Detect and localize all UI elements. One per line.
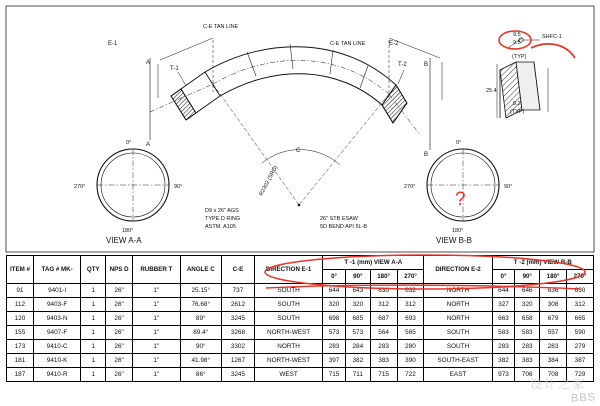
table-cell: 283 bbox=[370, 340, 397, 354]
table-cell: 181 bbox=[7, 354, 34, 368]
label-a-180deg: 180° bbox=[122, 228, 134, 234]
table-cell: 155 bbox=[7, 326, 34, 340]
table-cell: 26" bbox=[106, 284, 133, 298]
table-cell: 1 bbox=[81, 326, 106, 340]
label-note-left-3: ASTM. A105 bbox=[205, 224, 236, 230]
table-cell: 91 bbox=[7, 284, 34, 298]
table-cell: 698 bbox=[323, 312, 346, 326]
label-view-a: VIEW A-A bbox=[106, 236, 142, 245]
table-cell: 280 bbox=[397, 340, 424, 354]
table-cell: 636 bbox=[540, 284, 567, 298]
table-cell: 173 bbox=[7, 340, 34, 354]
th-t1-0: 0° bbox=[323, 270, 346, 284]
table-cell: 644 bbox=[323, 284, 346, 298]
table-cell: 9410-R bbox=[33, 368, 81, 382]
table-cell: 9407-F bbox=[33, 326, 81, 340]
label-a-270deg: 270° bbox=[74, 184, 86, 190]
th-t2-group: T -2 (mm) VIEW B-B bbox=[492, 256, 593, 270]
table-cell: 41.98° bbox=[180, 354, 221, 368]
table-cell: 312 bbox=[370, 298, 397, 312]
table-cell: 312 bbox=[567, 298, 594, 312]
table-cell: 382 bbox=[492, 354, 515, 368]
table-cell: 320 bbox=[515, 298, 540, 312]
label-radius: R2302 (SRD) bbox=[258, 164, 280, 197]
table-cell: 663 bbox=[492, 312, 515, 326]
table-cell: 658 bbox=[515, 312, 540, 326]
table-cell: 397 bbox=[323, 354, 346, 368]
table-cell: 557 bbox=[540, 326, 567, 340]
table-cell: 283 bbox=[492, 340, 515, 354]
table-cell: 9410-K bbox=[33, 354, 81, 368]
table-cell: 384 bbox=[540, 354, 567, 368]
th-t1-90: 90° bbox=[345, 270, 370, 284]
table-cell: NORTH bbox=[254, 340, 322, 354]
th-direction-e1: DIRECTION E-1 bbox=[254, 256, 322, 284]
table-cell: 665 bbox=[567, 312, 594, 326]
table-cell: 1 bbox=[81, 368, 106, 382]
label-note-left-2: TYPE D RING bbox=[205, 216, 241, 222]
table-cell: 722 bbox=[397, 368, 424, 382]
label-t1: T-1 bbox=[170, 66, 179, 72]
table-cell: SOUTH bbox=[254, 284, 322, 298]
label-angle-c: C bbox=[296, 148, 301, 154]
th-rubber: RUBBER T bbox=[133, 256, 181, 284]
table-cell: NORTH bbox=[424, 312, 492, 326]
bend-schedule-table bbox=[6, 255, 594, 382]
table-cell: 283 bbox=[540, 340, 567, 354]
table-cell: WEST bbox=[254, 368, 322, 382]
th-t2-270: 270° bbox=[567, 270, 594, 284]
table-cell: 26" bbox=[106, 340, 133, 354]
label-a-bottom: A bbox=[146, 142, 151, 148]
table-cell: 590 bbox=[567, 326, 594, 340]
table-cell: 327 bbox=[492, 298, 515, 312]
table-cell: 679 bbox=[540, 312, 567, 326]
label-detail-95a: 9.5 bbox=[513, 32, 521, 38]
table-cell: 1 bbox=[81, 298, 106, 312]
table-cell: 26" bbox=[106, 354, 133, 368]
th-nps: NPS D bbox=[106, 256, 133, 284]
table-cell: 1" bbox=[133, 340, 181, 354]
label-detail-95b: 9.5 bbox=[513, 40, 521, 46]
table-cell: 26" bbox=[106, 368, 133, 382]
table-cell: 2612 bbox=[221, 298, 254, 312]
table-row bbox=[7, 368, 594, 382]
label-e2: E-2 bbox=[389, 41, 399, 47]
table-cell: 1267 bbox=[221, 354, 254, 368]
table-cell: 320 bbox=[345, 298, 370, 312]
table-cell: 3245 bbox=[221, 368, 254, 382]
table-cell: 283 bbox=[515, 340, 540, 354]
annotation-question-mark: ? bbox=[455, 189, 466, 210]
th-item: ITEM # bbox=[7, 256, 34, 284]
label-e1: E-1 bbox=[108, 41, 118, 47]
table-cell: 3268 bbox=[221, 326, 254, 340]
table-cell: 1 bbox=[81, 312, 106, 326]
table-header-row bbox=[7, 256, 594, 270]
th-ce: C-E bbox=[221, 256, 254, 284]
table-cell: 387 bbox=[567, 354, 594, 368]
th-t2-0: 0° bbox=[492, 270, 515, 284]
table-cell: 715 bbox=[323, 368, 346, 382]
table-cell: 312 bbox=[397, 298, 424, 312]
label-detail-typ-bottom: (TYP) bbox=[510, 109, 525, 115]
table-cell: 284 bbox=[345, 340, 370, 354]
table-cell: 1 bbox=[81, 340, 106, 354]
table-cell: 308 bbox=[540, 298, 567, 312]
table-row bbox=[7, 312, 594, 326]
table-cell: 390 bbox=[397, 354, 424, 368]
table-row bbox=[7, 326, 594, 340]
table-cell: 1" bbox=[133, 284, 181, 298]
table-cell: SOUTH bbox=[424, 340, 492, 354]
table-cell: NORTH-WEST bbox=[254, 326, 322, 340]
table-cell: NORTH bbox=[424, 298, 492, 312]
label-detail-92: 9.2 bbox=[513, 101, 521, 107]
table-cell: NORTH-WEST bbox=[254, 354, 322, 368]
table-cell: 973 bbox=[492, 368, 515, 382]
label-a-top: A bbox=[146, 60, 151, 66]
table-cell: 9403-N bbox=[33, 312, 81, 326]
table-cell: 573 bbox=[345, 326, 370, 340]
table-cell: SOUTH bbox=[424, 326, 492, 340]
table-cell: 737 bbox=[221, 284, 254, 298]
label-note-left-1: D9 x 26" AGS bbox=[205, 208, 239, 214]
table-cell: 583 bbox=[515, 326, 540, 340]
table-cell: 573 bbox=[323, 326, 346, 340]
table-row bbox=[7, 354, 594, 368]
table-cell: 3302 bbox=[221, 340, 254, 354]
label-note-right-1: 26" STB ESAW bbox=[320, 216, 358, 222]
table-cell: 89.4° bbox=[180, 326, 221, 340]
table-body bbox=[7, 284, 594, 382]
th-qty: QTY bbox=[81, 256, 106, 284]
table-cell: 630 bbox=[370, 284, 397, 298]
table-cell: 646 bbox=[515, 284, 540, 298]
table-cell: NORTH bbox=[424, 284, 492, 298]
table-cell: 383 bbox=[370, 354, 397, 368]
table-cell: 565 bbox=[397, 326, 424, 340]
th-tag: TAG # MK- bbox=[33, 256, 81, 284]
table-cell: 715 bbox=[370, 368, 397, 382]
label-b-top: B bbox=[424, 62, 429, 68]
table-cell: 1" bbox=[133, 312, 181, 326]
label-ce-tan-right: C-E TAN LINE bbox=[330, 41, 366, 47]
table-cell: 685 bbox=[345, 312, 370, 326]
table-cell: 706 bbox=[515, 368, 540, 382]
table-cell: 1 bbox=[81, 354, 106, 368]
th-t1-group: T -1 (mm) VIEW A-A bbox=[323, 256, 424, 270]
th-t2-180: 180° bbox=[540, 270, 567, 284]
table-cell: 1" bbox=[133, 298, 181, 312]
label-b-90deg: 90° bbox=[504, 184, 513, 190]
table-cell: 90° bbox=[180, 340, 221, 354]
table-cell: 26" bbox=[106, 326, 133, 340]
label-a-0deg: 0° bbox=[126, 140, 132, 146]
table-cell: 86° bbox=[180, 368, 221, 382]
table-cell: SOUTH-EAST bbox=[424, 354, 492, 368]
table-cell: EAST bbox=[424, 368, 492, 382]
table-cell: 583 bbox=[492, 326, 515, 340]
table-cell: 279 bbox=[567, 340, 594, 354]
th-t1-180: 180° bbox=[370, 270, 397, 284]
table-row bbox=[7, 284, 594, 298]
table-cell: 1" bbox=[133, 354, 181, 368]
table-cell: 9401-I bbox=[33, 284, 81, 298]
label-b-0deg: 0° bbox=[456, 140, 462, 146]
table-row bbox=[7, 298, 594, 312]
label-detail-tag: SHFC-1 bbox=[542, 34, 562, 40]
table-cell: 1" bbox=[133, 368, 181, 382]
th-direction-e2: DIRECTION E-2 bbox=[424, 256, 492, 284]
label-detail-254: 25.4 bbox=[486, 88, 497, 94]
table-cell: 9410-C bbox=[33, 340, 81, 354]
table-cell: 76.68° bbox=[180, 298, 221, 312]
table-cell: 1" bbox=[133, 326, 181, 340]
table-cell: 382 bbox=[345, 354, 370, 368]
table-cell: 708 bbox=[540, 368, 567, 382]
label-a-90deg: 90° bbox=[174, 184, 183, 190]
table-cell: 187 bbox=[7, 368, 34, 382]
label-b-180deg: 180° bbox=[452, 228, 464, 234]
table-cell: 630 bbox=[567, 284, 594, 298]
label-b-bottom: B bbox=[424, 152, 429, 158]
th-t2-90: 90° bbox=[515, 270, 540, 284]
table-cell: 383 bbox=[515, 354, 540, 368]
table-cell: 89° bbox=[180, 312, 221, 326]
table-cell: 643 bbox=[345, 284, 370, 298]
table-cell: 687 bbox=[370, 312, 397, 326]
table-cell: 9403-F bbox=[33, 298, 81, 312]
table-cell: 26" bbox=[106, 298, 133, 312]
watermark: BBS bbox=[570, 391, 597, 405]
watermark-secondary: 设计之家 bbox=[529, 377, 586, 391]
label-detail-typ-top: (TYP) bbox=[512, 54, 527, 60]
table-cell: 711 bbox=[345, 368, 370, 382]
table-cell: 564 bbox=[370, 326, 397, 340]
th-t1-270: 270° bbox=[397, 270, 424, 284]
table-cell: 632 bbox=[397, 284, 424, 298]
table-cell: 112 bbox=[7, 298, 34, 312]
table-cell: 644 bbox=[492, 284, 515, 298]
label-b-270deg: 270° bbox=[404, 184, 416, 190]
table-cell: 283 bbox=[323, 340, 346, 354]
table-cell: 1 bbox=[81, 284, 106, 298]
label-t2: T-2 bbox=[398, 62, 407, 68]
table-cell: SOUTH bbox=[254, 312, 322, 326]
table-cell: 320 bbox=[323, 298, 346, 312]
table-row bbox=[7, 340, 594, 354]
label-ce-tan-left: C-E TAN LINE bbox=[203, 24, 239, 30]
table-cell: 120 bbox=[7, 312, 34, 326]
table-cell: 693 bbox=[397, 312, 424, 326]
table-cell: 26" bbox=[106, 312, 133, 326]
th-angle: ANGLE C bbox=[180, 256, 221, 284]
table-cell: 729 bbox=[567, 368, 594, 382]
table-cell: 25.15° bbox=[180, 284, 221, 298]
table-cell: SOUTH bbox=[254, 298, 322, 312]
label-view-b: VIEW B-B bbox=[436, 236, 473, 245]
label-note-right-2: 5D BEND API 5L-B bbox=[320, 224, 368, 230]
table-cell: 3245 bbox=[221, 312, 254, 326]
